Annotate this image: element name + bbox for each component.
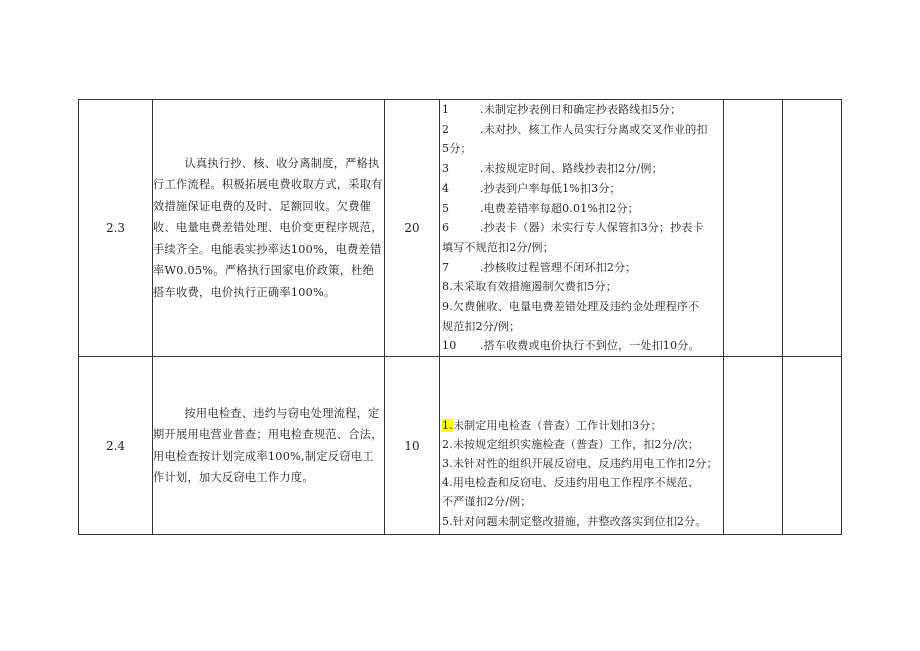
rule-line: 8.未采取有效措施遏制欠费扣5分； <box>442 280 617 294</box>
scoring-table <box>78 99 842 535</box>
rule-line: 2.未按规定组织实施检查（普查）工作，扣2分/次； <box>442 437 700 451</box>
remarks-cell <box>783 357 842 535</box>
scoring-rules-cell <box>440 357 724 535</box>
requirement-description-cell <box>153 357 385 535</box>
item-number-cell: 2.3 <box>79 100 153 357</box>
scoring-rules-cell <box>440 100 724 357</box>
rule-line: 规范扣2分/例； <box>442 319 521 333</box>
rule-line: 9.欠费催收、电量电费差错处理及违约金处理程序不 <box>442 300 700 314</box>
rule-line: 3.未针对性的组织开展反窃电、反违约用电工作扣2分； <box>442 456 718 470</box>
actual-score-cell <box>724 100 783 357</box>
rule-line: 10 .搭车收费或电价执行不到位，一处扣10分。 <box>442 339 700 353</box>
standard-score-cell: 20 <box>385 100 440 357</box>
requirement-description-cell <box>153 100 385 357</box>
rule-line: 7 .抄核收过程管理不闭环扣2分； <box>442 260 637 274</box>
remarks-cell <box>783 100 842 357</box>
rule-line: 5 .电费差错率每超0.01%扣2分； <box>442 201 639 215</box>
rule-line: 1 .未制定抄表例日和确定抄表路线扣5分； <box>442 103 682 116</box>
rule-line: 1.未制定用电检查（普查）工作计划扣3分； <box>442 418 662 432</box>
rule-line: 6 .抄表卡（器）未实行专人保管扣3分；抄表卡 <box>442 221 704 235</box>
rule-line: 填写不规范扣2分/例； <box>442 240 554 254</box>
rule-line: 4.用电检查和反窃电、反违约用电工作程序不规范、 <box>442 476 700 490</box>
rule-line: 2 .未对抄、核工作人员实行分离或交叉作业的扣 <box>442 122 708 136</box>
rule-line: 4 .抄表到户率每低1%扣3分； <box>442 181 621 195</box>
actual-score-cell <box>724 357 783 535</box>
requirement-text: 按用电检查、违约与窃电处理流程，定期开展用电营业普查；用电检查规范、合法，用电检查按计划完成率100%,制定反窃电工作计划，加大反窃电工作力度。 <box>153 406 383 485</box>
table-row <box>79 357 842 535</box>
rule-line: 不严谨扣2分/例； <box>442 495 532 509</box>
standard-score-cell: 10 <box>385 357 440 535</box>
rule-line: 3 .未按规定时间、路线抄表扣2分/例； <box>442 162 663 176</box>
table-row <box>79 100 842 357</box>
rule-line: 5分； <box>442 142 472 156</box>
item-number-cell: 2.4 <box>79 357 153 535</box>
requirement-text: 认真执行抄、核、收分离制度，严格执行工作流程。积极拓展电费收取方式，采取有效措施保证电费的及时、足额回收。欠费催收、电量电费差错处理、电价变更程序规范，手续齐全。电能表实抄率达100%，电费差错率W0.05%。严格执行国家电价政策，杜绝搭车收费，电价执行正确率100%。 <box>153 156 383 299</box>
highlight-mark: 1. <box>442 418 453 432</box>
rule-line: 5.针对问题未制定整改措施，并整改落实到位扣2分。 <box>442 514 707 528</box>
